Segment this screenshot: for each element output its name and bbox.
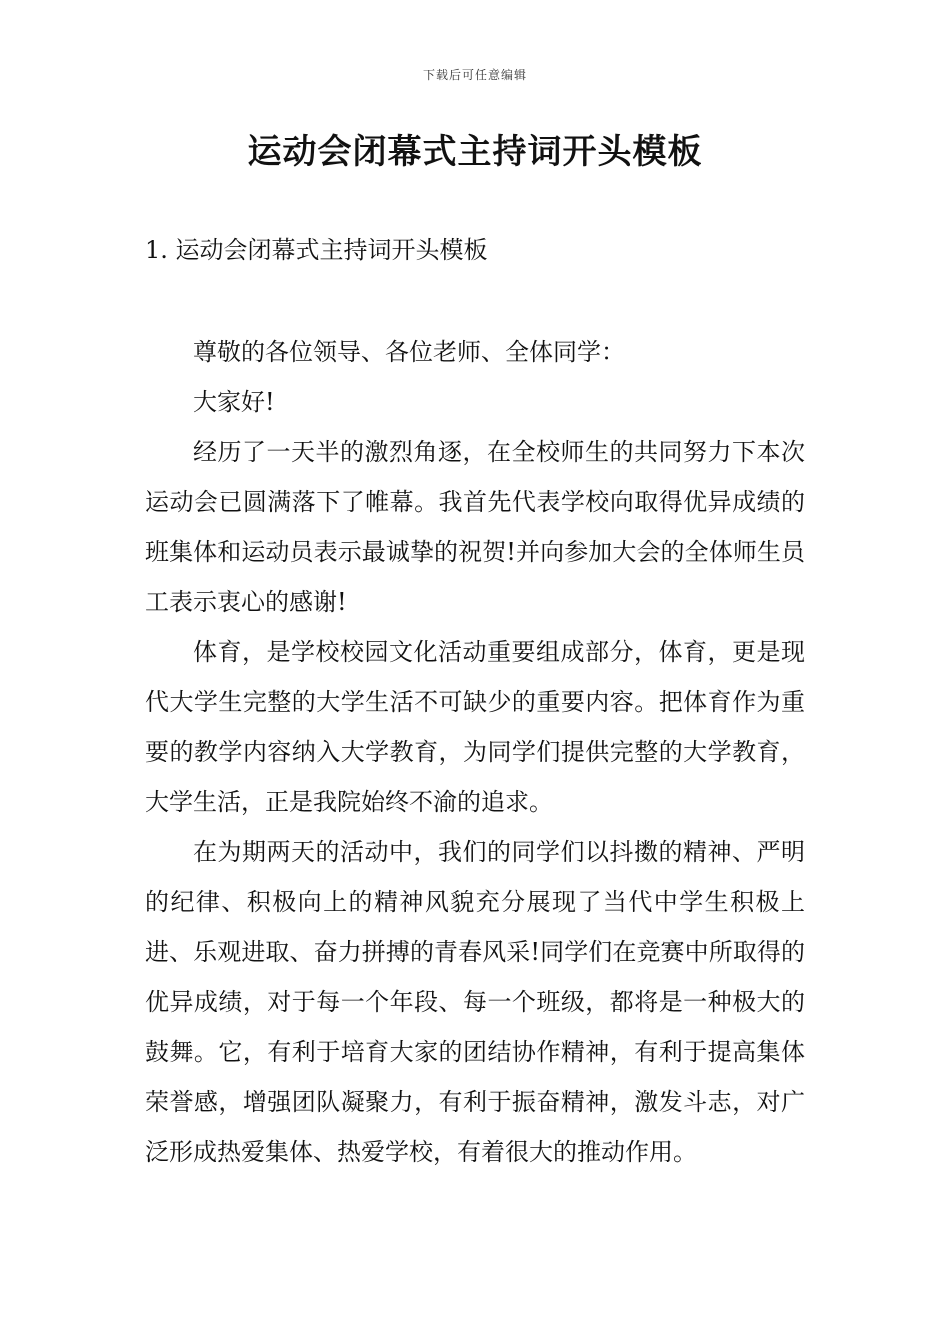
header-note: 下载后可任意编辑	[422, 68, 527, 82]
body-text	[145, 327, 805, 1177]
document-title: 运动会闭幕式主持词开头模板	[247, 132, 703, 172]
paragraph: 经历了一天半的激烈角逐，在全校师生的共同努力下本次运动会已圆满落下了帷幕。我首先代表学校向取得优异成绩的班集体和运动员表示最诚挚的祝贺!并向参加大会的全体师生员工表示衷心的感谢!	[145, 438, 805, 616]
section-heading: 1. 运动会闭幕式主持词开头模板	[145, 236, 488, 264]
paragraph: 体育，是学校校园文化活动重要组成部分，体育，更是现代大学生完整的大学生活不可缺少的重要内容。把体育作为重要的教学内容纳入大学教育，为同学们提供完整的大学教育，大学生活，正是我院始终不渝的追求。	[145, 638, 805, 816]
paragraph-greeting: 大家好!	[193, 388, 275, 416]
paragraph-salutation: 尊敬的各位领导、各位老师、全体同学：	[193, 338, 625, 366]
paragraph: 在为期两天的活动中，我们的同学们以抖擞的精神、严明的纪律、积极向上的精神风貌充分展现了当代中学生积极上进、乐观进取、奋力拼搏的青春风采!同学们在竞赛中所取得的优异成绩，对于每一个年段、每一个班级，都将是一种极大的鼓舞。它，有利于培育大家的团结协作精神，有利于提高集体荣誉感，增强团队凝聚力，有利于振奋精神，激发斗志，对广泛形成热爱集体、热爱学校，有着很大的推动作用。	[145, 838, 805, 1166]
